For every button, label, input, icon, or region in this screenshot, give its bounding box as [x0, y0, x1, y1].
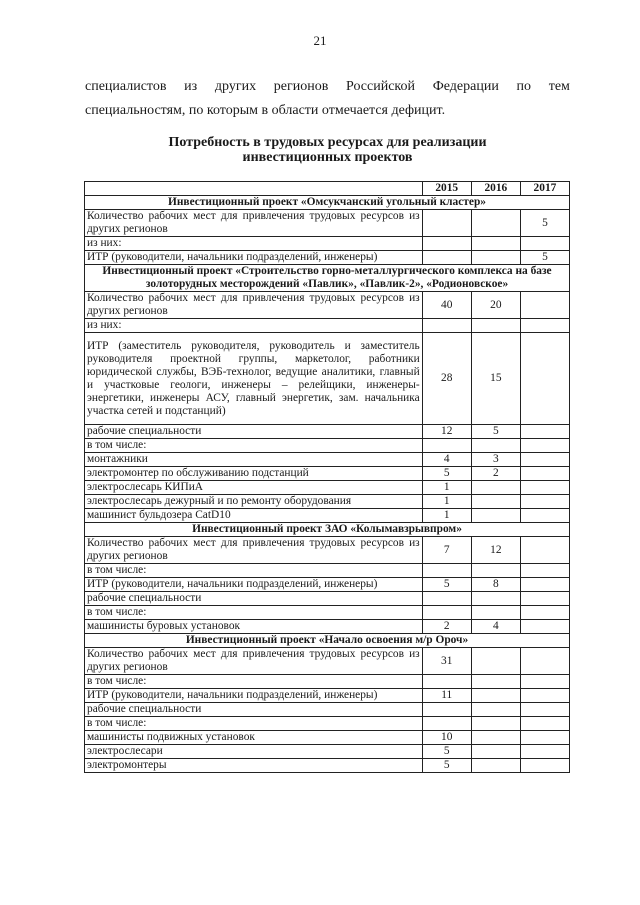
value-2015	[422, 606, 471, 620]
value-2017	[520, 453, 569, 467]
header-year-2015: 2015	[422, 182, 471, 196]
value-2015	[422, 564, 471, 578]
value-2016: 3	[471, 453, 520, 467]
page-number: 21	[313, 33, 327, 48]
intro-word: Российской	[346, 79, 416, 94]
project-section-row	[85, 634, 570, 648]
value-2017	[520, 495, 569, 509]
table-row	[85, 319, 570, 333]
row-label: рабочие специальности	[85, 592, 423, 606]
table-row	[85, 648, 570, 675]
value-2015	[422, 210, 471, 237]
row-label: ИТР (руководители, начальники подразделений, инженеры)	[85, 578, 423, 592]
value-2017	[520, 237, 569, 251]
value-2016	[471, 731, 520, 745]
project-title: Инвестиционный проект «Строительство горно-металлургического комплекса на базе золоторудных месторождений «Павлик», «Павлик-2», «Родионовское»	[85, 265, 570, 292]
value-2016	[471, 237, 520, 251]
intro-word: специалистов	[85, 79, 167, 94]
row-label: электрослесарь КИПиА	[85, 481, 423, 495]
table-row	[85, 620, 570, 634]
table-row	[85, 537, 570, 564]
value-2015	[422, 703, 471, 717]
table-row	[85, 481, 570, 495]
row-label: электрослесарь дежурный и по ремонту оборудования	[85, 495, 423, 509]
row-label: монтажники	[85, 453, 423, 467]
row-label: из них:	[85, 237, 423, 251]
value-2017	[520, 648, 569, 675]
row-label: ИТР (заместитель руководителя, руководитель и заместитель руководителя проектной группы, маркетолог, работники юридической службы, ВЭБ-технолог, ведущие аналитики, главный и участковые геологи, инженеры – релейщики, инженеры-энергетики, инженеры АСУ, главный энергетик, зам. начальника участка сетей и подстанций)	[85, 333, 423, 425]
row-label: электромонтеры	[85, 759, 423, 773]
value-2016	[471, 703, 520, 717]
row-label: в том числе:	[85, 564, 423, 578]
table-row	[85, 675, 570, 689]
table-row	[85, 745, 570, 759]
header-year-2016: 2016	[471, 182, 520, 196]
value-2017	[520, 592, 569, 606]
value-2017	[520, 319, 569, 333]
value-2017	[520, 509, 569, 523]
value-2017	[520, 759, 569, 773]
row-label: из них:	[85, 319, 423, 333]
row-label: в том числе:	[85, 439, 423, 453]
value-2016	[471, 648, 520, 675]
table-row	[85, 292, 570, 319]
value-2015: 10	[422, 731, 471, 745]
value-2015: 2	[422, 620, 471, 634]
value-2016	[471, 717, 520, 731]
row-label: в том числе:	[85, 717, 423, 731]
row-label: рабочие специальности	[85, 703, 423, 717]
table-header-row	[85, 182, 570, 196]
value-2017	[520, 292, 569, 319]
value-2016	[471, 439, 520, 453]
value-2017	[520, 703, 569, 717]
table-row	[85, 731, 570, 745]
row-label: Количество рабочих мест для привлечения трудовых ресурсов из других регионов	[85, 537, 423, 564]
value-2017	[520, 606, 569, 620]
heading-line-2: инвестиционных проектов	[242, 150, 413, 165]
value-2017	[520, 439, 569, 453]
row-label: в том числе:	[85, 675, 423, 689]
table-row	[85, 703, 570, 717]
table-row	[85, 495, 570, 509]
value-2015: 31	[422, 648, 471, 675]
row-label: Количество рабочих мест для привлечения трудовых ресурсов из других регионов	[85, 292, 423, 319]
value-2016: 15	[471, 333, 520, 425]
intro-line-2: специальностям, по которым в области отмечается дефицит.	[85, 103, 446, 118]
value-2017: 5	[520, 210, 569, 237]
row-label: в том числе:	[85, 606, 423, 620]
table-row	[85, 564, 570, 578]
value-2015	[422, 251, 471, 265]
value-2015: 1	[422, 481, 471, 495]
value-2015: 5	[422, 467, 471, 481]
value-2016	[471, 592, 520, 606]
value-2017	[520, 481, 569, 495]
value-2016	[471, 675, 520, 689]
row-label: машинисты подвижных установок	[85, 731, 423, 745]
intro-word: из	[184, 79, 198, 94]
value-2016	[471, 564, 520, 578]
table-row	[85, 592, 570, 606]
value-2015	[422, 592, 471, 606]
value-2015	[422, 717, 471, 731]
value-2016	[471, 689, 520, 703]
value-2015: 12	[422, 425, 471, 439]
value-2017	[520, 564, 569, 578]
value-2017	[520, 578, 569, 592]
project-title: Инвестиционный проект «Начало освоения м/р Ороч»	[85, 634, 570, 648]
row-label: Количество рабочих мест для привлечения трудовых ресурсов из других регионов	[85, 648, 423, 675]
value-2015: 1	[422, 509, 471, 523]
value-2016	[471, 319, 520, 333]
table-row	[85, 251, 570, 265]
intro-word: других	[214, 79, 257, 94]
table-row	[85, 439, 570, 453]
table-row	[85, 578, 570, 592]
value-2016: 5	[471, 425, 520, 439]
value-2015: 11	[422, 689, 471, 703]
table-row	[85, 689, 570, 703]
table-body	[85, 196, 570, 773]
value-2017	[520, 675, 569, 689]
row-label: рабочие специальности	[85, 425, 423, 439]
table-row	[85, 237, 570, 251]
table-row	[85, 606, 570, 620]
value-2016: 8	[471, 578, 520, 592]
intro-line-1	[85, 78, 570, 95]
project-section-row	[85, 523, 570, 537]
row-label: ИТР (руководители, начальники подразделений, инженеры)	[85, 251, 423, 265]
value-2015: 7	[422, 537, 471, 564]
heading-line-1: Потребность в трудовых ресурсах для реализации	[168, 135, 487, 150]
value-2017	[520, 689, 569, 703]
value-2016: 2	[471, 467, 520, 481]
value-2017	[520, 717, 569, 731]
table-row	[85, 759, 570, 773]
value-2015	[422, 319, 471, 333]
table-row	[85, 333, 570, 425]
labor-needs-table	[84, 181, 570, 773]
table-row	[85, 425, 570, 439]
value-2016: 4	[471, 620, 520, 634]
row-label: ИТР (руководители, начальники подразделений, инженеры)	[85, 689, 423, 703]
table-row	[85, 509, 570, 523]
value-2017: 5	[520, 251, 569, 265]
value-2017	[520, 745, 569, 759]
project-title: Инвестиционный проект ЗАО «Колымавзрывпром»	[85, 523, 570, 537]
value-2015	[422, 237, 471, 251]
header-label-cell	[85, 182, 423, 196]
project-section-row	[85, 196, 570, 210]
value-2016	[471, 481, 520, 495]
value-2017	[520, 537, 569, 564]
value-2017	[520, 425, 569, 439]
header-year-2017: 2017	[520, 182, 569, 196]
value-2015: 5	[422, 745, 471, 759]
table-row	[85, 717, 570, 731]
project-title: Инвестиционный проект «Омсукчанский угольный кластер»	[85, 196, 570, 210]
value-2015: 4	[422, 453, 471, 467]
value-2015: 40	[422, 292, 471, 319]
row-label: машинисты буровых установок	[85, 620, 423, 634]
row-label: электромонтер по обслуживанию подстанций	[85, 467, 423, 481]
row-label: машинист бульдозера CatD10	[85, 509, 423, 523]
intro-word: Федерации	[432, 79, 499, 94]
project-section-row	[85, 265, 570, 292]
table-row	[85, 210, 570, 237]
value-2016	[471, 495, 520, 509]
intro-word: тем	[548, 79, 570, 94]
value-2015: 5	[422, 578, 471, 592]
row-label: электрослесари	[85, 745, 423, 759]
value-2015	[422, 675, 471, 689]
value-2017	[520, 620, 569, 634]
value-2016	[471, 745, 520, 759]
value-2016	[471, 210, 520, 237]
value-2016: 20	[471, 292, 520, 319]
value-2015: 28	[422, 333, 471, 425]
value-2017	[520, 731, 569, 745]
value-2016	[471, 509, 520, 523]
row-label: Количество рабочих мест для привлечения трудовых ресурсов из других регионов	[85, 210, 423, 237]
value-2016	[471, 251, 520, 265]
value-2016	[471, 606, 520, 620]
value-2017	[520, 333, 569, 425]
table-heading	[85, 135, 570, 165]
value-2017	[520, 467, 569, 481]
intro-word: по	[516, 79, 532, 94]
value-2015: 1	[422, 495, 471, 509]
value-2016: 12	[471, 537, 520, 564]
intro-word: регионов	[273, 79, 329, 94]
value-2015	[422, 439, 471, 453]
table-row	[85, 453, 570, 467]
table-row	[85, 467, 570, 481]
value-2016	[471, 759, 520, 773]
value-2015: 5	[422, 759, 471, 773]
